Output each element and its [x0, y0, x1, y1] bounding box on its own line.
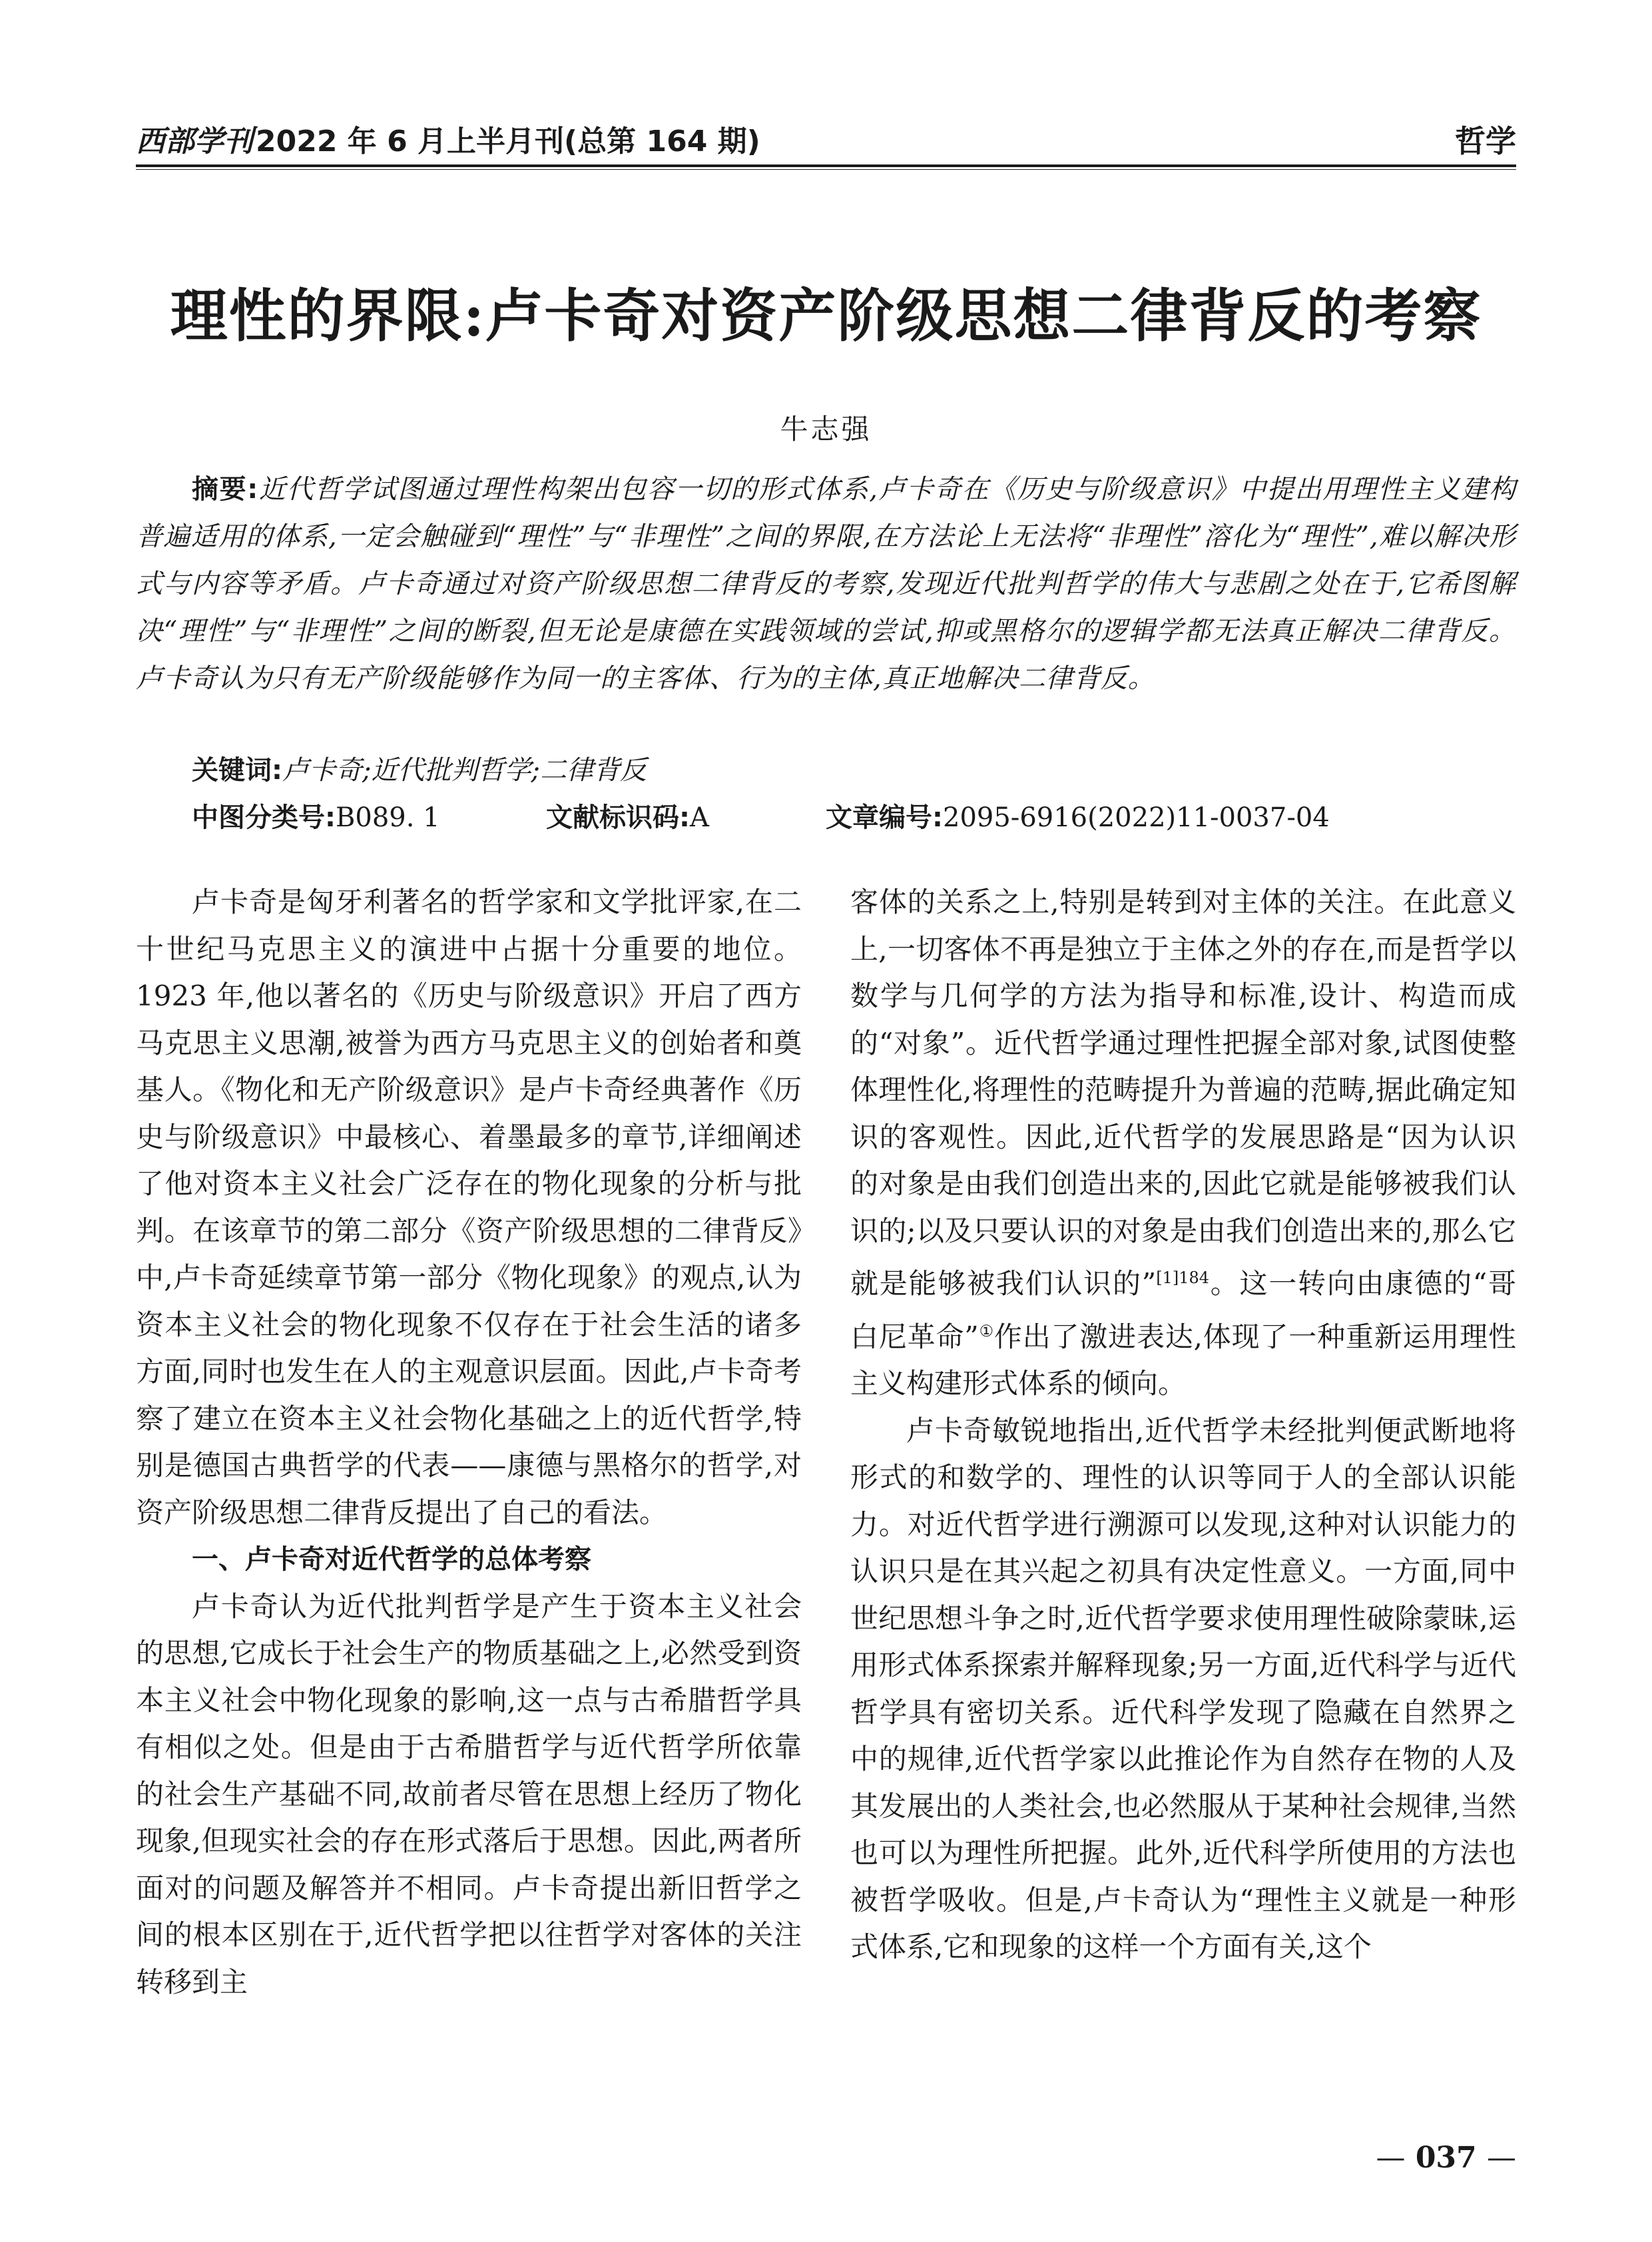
- footnote-ref: ①: [978, 1321, 994, 1340]
- abstract-text: 近代哲学试图通过理性构架出包容一切的形式体系,卢卡奇在《历史与阶级意识》中提出用理性主义建构普遍适用的体系,一定会触碰到“理性”与“非理性”之间的界限,在方法论上无法将“非理性”溶化为“理性”,难以解决形式与内容等矛盾。卢卡奇通过对资产阶级思想二律背反的考察,发现近代批判哲学的伟大与悲剧之处在于,它希图解决“理性”与“非理性”之间的断裂,但无论是康德在实践领域的尝试,抑或黑格尔的逻辑学都无法真正解决二律背反。卢卡奇认为只有无产阶级能够作为同一的主客体、行为的主体,真正地解决二律背反。: [136, 474, 1517, 694]
- doc-code-value: A: [690, 802, 709, 833]
- keywords-label: 关键词:: [192, 755, 282, 786]
- section-label: 哲学: [1455, 123, 1516, 159]
- paragraph: 卢卡奇敏锐地指出,近代哲学未经批判便武断地将形式的和数学的、理性的认识等同于人的全部认识能力。对近代哲学进行溯源可以发现,这种对认识能力的认识只是在其兴起之初具有决定性意义。一方面,同中世纪思想斗争之时,近代哲学要求使用理性破除蒙昧,运用形式体系探索并解释现象;另一方面,近代科学与近代哲学具有密切关系。近代科学发现了隐藏在自然界之中的规律,近代哲学家以此推论作为自然存在物的人及其发展出的人类社会,也必然服从于某种社会规律,当然也可以为理性所把握。此外,近代科学所使用的方法也被哲学吸收。但是,卢卡奇认为“理性主义就是一种形式体系,它和现象的这样一个方面有关,这个: [850, 1414, 1516, 1963]
- page-dash-left: —: [1376, 2141, 1406, 2175]
- article-no-label: 文章编号:: [826, 802, 943, 833]
- page-number: [1376, 2141, 1516, 2175]
- clc-label: 中图分类号:: [192, 802, 336, 833]
- document-code: [546, 796, 709, 834]
- clc-value: B089. 1: [336, 802, 440, 833]
- paragraph-text: 作出了激进表达,体现了一种重新运用理性主义构建形式体系的倾向。: [850, 1320, 1516, 1400]
- citation-ref: [1]184: [1156, 1268, 1210, 1287]
- abstract: [136, 466, 1516, 702]
- clc-number: [192, 796, 440, 834]
- author-name: 牛志强: [780, 413, 872, 445]
- keywords: [192, 749, 647, 787]
- paragraph-text: 客体的关系之上,特别是转到对主体的关注。在此意义上,一切客体不再是独立于主体之外的存在,而是哲学以数学与几何学的方法为指导和标准,设计、构造而成的“对象”。近代哲学通过理性把握全部对象,试图使整体理性化,将理性的范畴提升为普遍的范畴,据此确定知识的客观性。因此,近代哲学的发展思路是“因为认识的对象是由我们创造出来的,因此它就是能够被我们认识的;以及只要认识的对象是由我们创造出来的,那么它就是能够被我们认识的”: [850, 886, 1516, 1300]
- paragraph-continued: [850, 879, 1516, 1408]
- abstract-label: 摘要:: [192, 474, 259, 505]
- section-heading: 一、卢卡奇对近代哲学的总体考察: [192, 1544, 591, 1575]
- body-column-right: [850, 879, 1516, 1971]
- article-no-value: 2095-6916(2022)11-0037-04: [943, 802, 1330, 833]
- body-column-left: [136, 879, 802, 2006]
- paragraph: 卢卡奇是匈牙利著名的哲学家和文学批评家,在二十世纪马克思主义的演进中占据十分重要的地位。1923 年,他以著名的《历史与阶级意识》开启了西方马克思主义思潮,被誉为西方马克思主义的创始者和奠基人。《物化和无产阶级意识》是卢卡奇经典著作《历史与阶级意识》中最核心、着墨最多的章节,详细阐述了他对资本主义社会广泛存在的物化现象的分析与批判。在该章节的第二部分《资产阶级思想的二律背反》中,卢卡奇延续章节第一部分《物化现象》的观点,认为资本主义社会的物化现象不仅存在于社会生活的诸多方面,同时也发生在人的主观意识层面。因此,卢卡奇考察了建立在资本主义社会物化基础之上的近代哲学,特别是德国古典哲学的代表——康德与黑格尔的哲学,对资产阶级思想二律背反提出了自己的看法。: [136, 886, 802, 1529]
- page-dash-right: —: [1487, 2141, 1516, 2175]
- header-rule: [136, 164, 1516, 167]
- doc-code-label: 文献标识码:: [546, 802, 690, 833]
- header-rule-thin: [136, 169, 1516, 170]
- paragraph: 卢卡奇认为近代批判哲学是产生于资本主义社会的思想,它成长于社会生产的物质基础之上,必然受到资本主义社会中物化现象的影响,这一点与古希腊哲学具有相似之处。但是由于古希腊哲学与近代哲学所依靠的社会生产基础不同,故前者尽管在思想上经历了物化现象,但现实社会的存在形式落后于思想。因此,两者所面对的问题及解答并不相同。卢卡奇提出新旧哲学之间的根本区别在于,近代哲学把以往哲学对客体的关注转移到主: [136, 1589, 802, 1998]
- issue-info: 2022 年 6 月上半月刊(总第 164 期): [256, 125, 760, 158]
- page-number-value: 037: [1415, 2141, 1477, 2175]
- article-number: [826, 796, 1330, 834]
- journal-logo: 西部学刊: [136, 125, 253, 158]
- running-header: [136, 117, 760, 160]
- paragraph-text: 。这一转向由康德的“哥白尼革命”: [850, 1267, 1516, 1353]
- keywords-text: 卢卡奇;近代批判哲学;二律背反: [282, 755, 647, 786]
- article-title: 理性的界限:卢卡奇对资产阶级思想二律背反的考察: [170, 282, 1482, 350]
